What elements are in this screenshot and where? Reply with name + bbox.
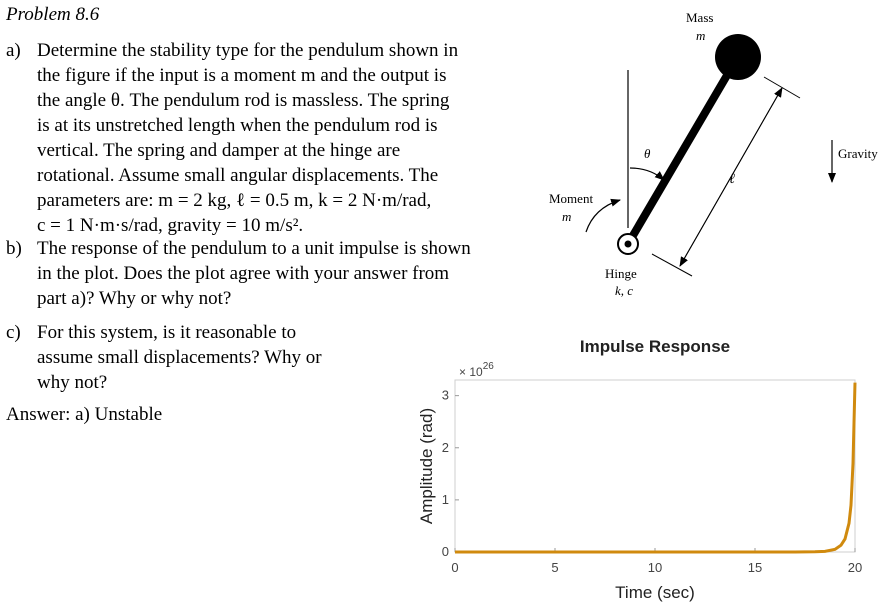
hinge-params: k, c [615, 283, 634, 298]
x-tick-label: 10 [647, 560, 663, 575]
y-axis-label: Amplitude (rad) [417, 407, 436, 525]
length-label: ℓ [729, 172, 735, 187]
x-axis-label: Time (sec) [615, 583, 695, 602]
chart-title: Impulse Response [579, 337, 731, 356]
x-tick-label: 20 [847, 560, 863, 575]
part-b-label: b) [6, 238, 22, 259]
part-a-line: vertical. The spring and damper at the hinge are [37, 140, 401, 161]
hinge-label: Hinge [605, 266, 637, 281]
part-b-line: in the plot. Does the plot agree with your answer from [37, 263, 450, 284]
hinge-center [625, 241, 632, 248]
impulse-response-chart [400, 325, 888, 609]
part-c [6, 320, 366, 395]
theta-arc [630, 168, 664, 180]
pendulum-mass [715, 34, 761, 80]
part-b-line: The response of the pendulum to a unit impulse is shown [37, 238, 471, 259]
part-a-line: rotational. Assume small angular displacements. The [37, 165, 439, 186]
gravity-label: Gravity [838, 146, 878, 161]
moment-label: Moment [549, 191, 594, 206]
mass-symbol: m [696, 28, 706, 43]
length-ext-bottom [652, 254, 692, 276]
problem-title: Problem 8.6 [6, 4, 100, 25]
part-b-line: part a)? Why or why not? [37, 288, 232, 309]
part-a-line: the angle θ. The pendulum rod is massless. The spring [37, 90, 450, 111]
part-c-line: why not? [37, 372, 108, 393]
part-a-label: a) [6, 40, 21, 61]
y-tick-label: 1 [441, 491, 449, 507]
part-c-line: assume small displacements? Why or [37, 347, 322, 368]
mass-label: Mass [686, 10, 714, 25]
length-ext-top [764, 77, 800, 98]
y-exponent-label: × $10^{26}$ [459, 361, 494, 379]
moment-symbol: m [562, 209, 572, 224]
part-a-line: c = 1 N·m·s/rad, gravity = 10 m/s². [37, 215, 304, 236]
x-tick-label: 15 [747, 560, 763, 575]
part-a-line: the figure if the input is a moment m and the output is [37, 65, 447, 86]
part-a-line: is at its unstretched length when the pendulum rod is [37, 115, 438, 136]
part-c-text [37, 320, 357, 395]
y-tick-label: 0 [441, 544, 449, 559]
plot-area [455, 380, 855, 552]
x-tick-label: 0 [451, 560, 459, 575]
theta-label: θ [644, 146, 651, 161]
part-c-line: For this system, is it reasonable to [37, 322, 297, 343]
answer-text: Answer: a) Unstable [6, 404, 163, 425]
part-a-line: Determine the stability type for the pendulum shown in [37, 40, 459, 61]
y-tick-label: 2 [441, 439, 449, 455]
part-a-line: parameters are: m = 2 kg, ℓ = 0.5 m, k = 2 N·m/rad, [37, 190, 432, 211]
y-tick-label: 3 [441, 387, 449, 403]
part-c-label: c) [6, 322, 21, 343]
x-tick-label: 5 [551, 560, 559, 575]
